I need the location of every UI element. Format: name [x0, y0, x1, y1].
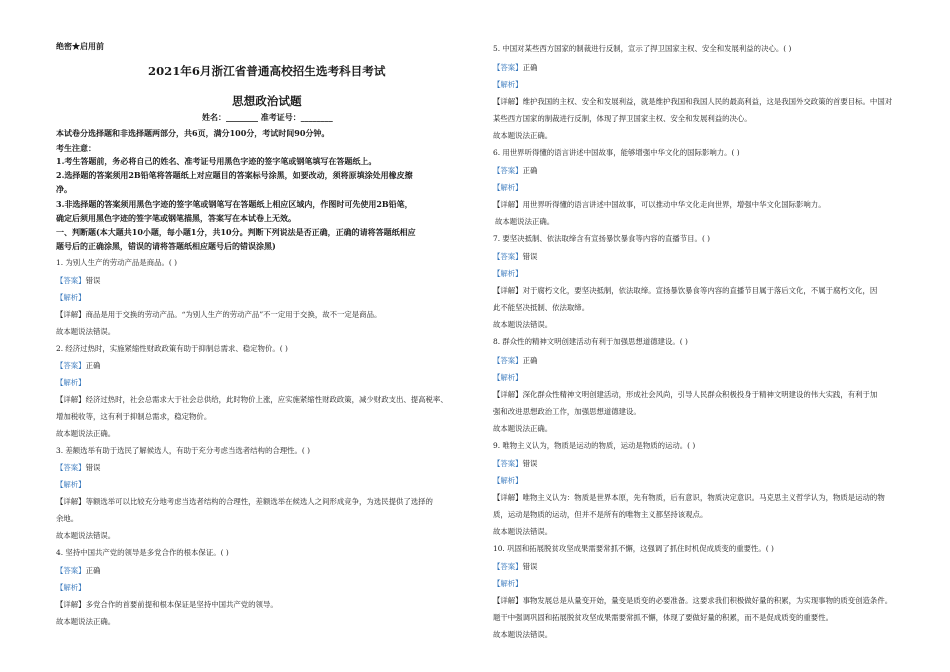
answer-line [493, 562, 537, 572]
analysis-label: 【解析】 [56, 480, 86, 489]
answer-line [56, 463, 100, 473]
answer-line [56, 276, 100, 286]
detail-line: 【详解】深化群众性精神文明创建活动，形成社会风尚，引导人民群众积极投身于精神文明建设的伟大实践，有利于加 [493, 390, 878, 399]
question-text: 9. 唯物主义认为，物质是运动的物质，运动是物质的运动。( ) [493, 441, 696, 450]
answer-label: 【答案】 [493, 356, 523, 365]
conclusion-line: 故本题说法错误。 [493, 320, 553, 329]
question-text: 3. 差额选举有助于选民了解候选人，有助于充分考虑当选者结构的合理性。( ) [56, 446, 311, 455]
answer-value: 错误 [85, 276, 101, 285]
analysis-label: 【解析】 [493, 476, 523, 485]
detail-line: 【详解】等额选举可以比较充分地考虑当选者结构的合理性，差额选举在候选人之间形成竞争，为选民提供了选择的 [56, 497, 433, 506]
detail-line: 【详解】事物发展总是从量变开始，量变是质变的必要准备。这要求我们积极做好量的积累，为实现事物的质变创造条件。 [493, 596, 893, 605]
notice-line: 2.选择题的答案须用2B铅笔将答题纸上对应题目的答案标号涂黑，如要改动，须将原填涂处用橡皮擦 [56, 170, 413, 180]
question-text: 2. 经济过热时，实施紧缩性财政政策有助于抑制总需求、稳定物价。( ) [56, 344, 288, 353]
answer-label: 【答案】 [493, 166, 523, 175]
question-text: 7. 要坚决抵制、依法取缔含有宣扬暴饮暴食等内容的直播节目。( ) [493, 234, 711, 243]
question-text: 8. 群众性的精神文明创建活动有利于加强思想道德建设。( ) [493, 337, 688, 346]
conclusion-line: 故本题说法正确。 [495, 217, 555, 226]
answer-line [56, 566, 100, 576]
analysis-label: 【解析】 [493, 269, 523, 278]
answer-line [493, 63, 537, 73]
answer-line [56, 361, 100, 371]
name-and-id-field: 姓名：________ 准考证号：________ [202, 112, 333, 122]
analysis-label: 【解析】 [56, 293, 86, 302]
notice-line: 确定后须用黑色字迹的签字笔或钢笔描黑，答案写在本试卷上无效。 [56, 213, 296, 223]
answer-label: 【答案】 [56, 463, 86, 472]
confidential-mark: 绝密★启用前 [56, 41, 104, 51]
answer-value: 错误 [522, 562, 538, 571]
detail-line: 增加税收等，这有利于抑制总需求，稳定物价。 [56, 412, 212, 421]
answer-value: 正确 [85, 361, 101, 370]
answer-line [493, 356, 537, 366]
analysis-label: 【解析】 [56, 378, 86, 387]
conclusion-line: 故本题说法正确。 [493, 131, 553, 140]
exam-subject: 思想政治试题 [232, 94, 302, 108]
question-text: 5. 中国对某些西方国家的制裁进行反制，宣示了捍卫国家主权、安全和发展利益的决心。( ) [493, 44, 792, 53]
detail-line: 质，运动是物质的运动，但并不是所有的唯物主义都坚持该观点。 [493, 510, 708, 519]
detail-line: 【详解】商品是用于交换的劳动产品。“为别人生产的劳动产品”不一定用于交换，故不一定是商品。 [56, 310, 382, 319]
exam-title: 2021年6月浙江省普通高校招生选考科目考试 [148, 64, 386, 78]
conclusion-line: 故本题说法正确。 [56, 617, 116, 626]
answer-value: 错误 [522, 252, 538, 261]
conclusion-line: 故本题说法错误。 [493, 630, 553, 639]
detail-line: 余地。 [56, 514, 79, 523]
question-text: 1. 为别人生产的劳动产品是商品。( ) [56, 258, 177, 267]
detail-line: 【详解】多党合作的首要前提和根本保证是坚持中国共产党的领导。 [56, 600, 278, 609]
question-text: 10. 巩固和拓展脱贫攻坚成果需要常抓不懈，这强调了抓住时机促成质变的重要性。( ) [493, 544, 774, 553]
notice-label: 考生注意： [56, 143, 96, 153]
answer-value: 正确 [522, 356, 538, 365]
notice-line: 净。 [56, 184, 72, 194]
section-heading: 一、判断题(本大题共10小题，每小题1分，共10分。判断下列说法是否正确，正确的请将答题纸相应 [56, 227, 416, 237]
answer-line [493, 459, 537, 469]
detail-line: 【详解】唯物主义认为：物质是世界本原，先有物质，后有意识，物质决定意识。马克思主义哲学认为，物质是运动的物 [493, 493, 885, 502]
detail-line: 此不能坚决抵制、依法取缔。 [493, 303, 590, 312]
conclusion-line: 故本题说法正确。 [493, 424, 553, 433]
answer-line [493, 252, 537, 262]
answer-value: 正确 [522, 63, 538, 72]
answer-label: 【答案】 [493, 459, 523, 468]
question-text: 6. 用世界听得懂的语言讲述中国故事，能够增强中华文化的国际影响力。( ) [493, 148, 740, 157]
conclusion-line: 故本题说法错误。 [493, 527, 553, 536]
answer-label: 【答案】 [493, 63, 523, 72]
notice-line: 1.考生答题前，务必将自己的姓名、准考证号用黑色字迹的签字笔或钢笔填写在答题纸上。 [56, 156, 377, 166]
detail-line: 某些西方国家的制裁进行反制，体现了捍卫国家主权、安全和发展利益的决心。 [493, 114, 752, 123]
detail-line: 【详解】维护我国的主权、安全和发展利益，就是维护我国和我国人民的最高利益，这是我国外交政策的首要目标。中国对 [493, 97, 893, 106]
section-heading: 题号后的正确涂黑，错误的请将答题纸相应题号后的错误涂黑) [56, 241, 276, 251]
answer-label: 【答案】 [56, 566, 86, 575]
analysis-label: 【解析】 [493, 373, 523, 382]
exam-intro: 本试卷分选择题和非选择题两部分，共6页，满分100分，考试时间90分钟。 [56, 128, 330, 138]
answer-label: 【答案】 [56, 361, 86, 370]
answer-value: 正确 [85, 566, 101, 575]
answer-label: 【答案】 [493, 562, 523, 571]
notice-line: 3.非选择题的答案须用黑色字迹的签字笔或钢笔写在答题纸上相应区域内，作图时可先使用2B铅笔， [56, 199, 413, 209]
conclusion-line: 故本题说法正确。 [56, 429, 116, 438]
conclusion-line: 故本题说法错误。 [56, 327, 116, 336]
analysis-label: 【解析】 [493, 579, 523, 588]
analysis-label: 【解析】 [56, 583, 86, 592]
detail-line: 【详解】对于腐朽文化，要坚决抵制，依法取缔。宣扬暴饮暴食等内容的直播节目属于落后文化，不属于腐朽文化，因 [493, 286, 878, 295]
detail-line: 题干中强调巩固和拓展脱贫攻坚成果需要常抓不懈，体现了要做好量的积累，而不是促成质变的重要性。 [493, 613, 833, 622]
conclusion-line: 故本题说法错误。 [56, 531, 116, 540]
analysis-label: 【解析】 [493, 80, 523, 89]
detail-line: 强和改进思想政治工作，加强思想道德建设。 [493, 407, 641, 416]
answer-value: 正确 [522, 166, 538, 175]
question-text: 4. 坚持中国共产党的领导是多党合作的根本保证。( ) [56, 548, 229, 557]
right-column [493, 0, 923, 672]
answer-value: 错误 [522, 459, 538, 468]
left-column [56, 0, 472, 672]
answer-label: 【答案】 [56, 276, 86, 285]
detail-line: 【详解】用世界听得懂的语言讲述中国故事，可以推动中华文化走向世界，增强中华文化国际影响力。 [493, 200, 826, 209]
answer-value: 错误 [85, 463, 101, 472]
detail-line: 【详解】经济过热时，社会总需求大于社会总供给，此时物价上涨，应实施紧缩性财政政策，减少财政支出、提高税率、 [56, 395, 448, 404]
answer-line [493, 166, 537, 176]
answer-label: 【答案】 [493, 252, 523, 261]
analysis-label: 【解析】 [493, 183, 523, 192]
